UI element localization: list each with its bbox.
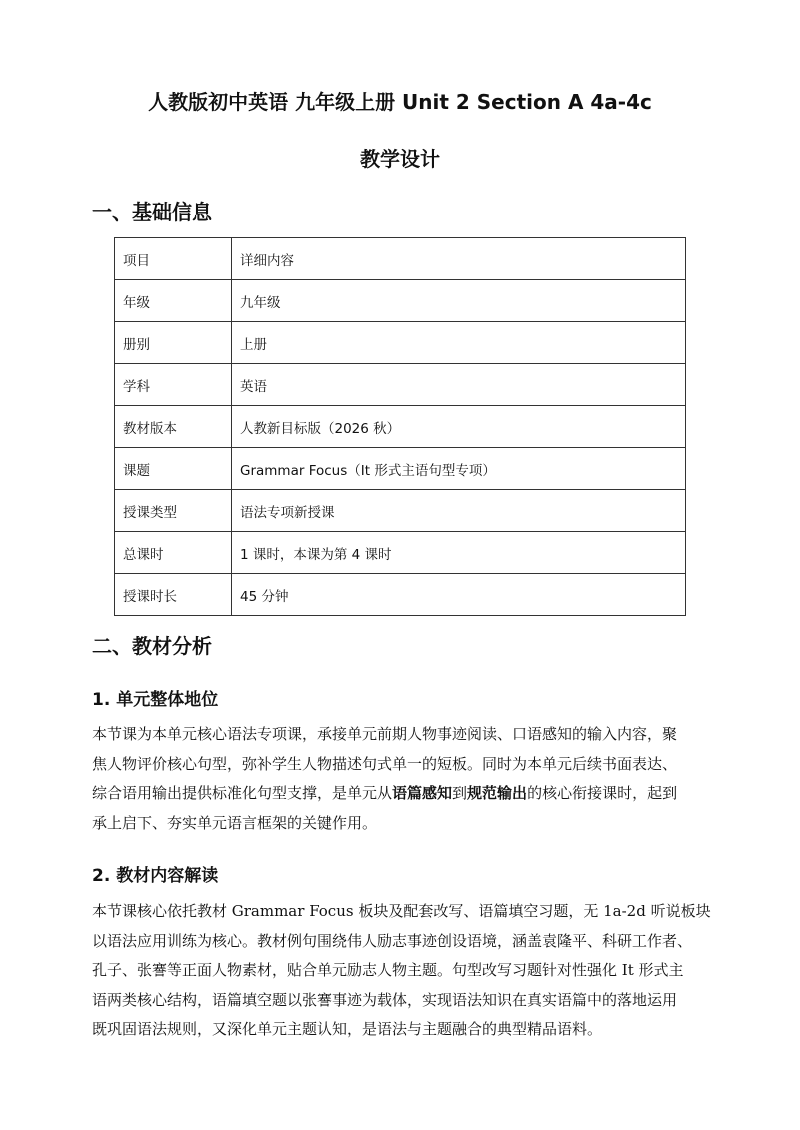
table-row bbox=[115, 406, 686, 448]
paragraph-line bbox=[92, 779, 710, 809]
paragraph-line: 以语法应用训练为核心。教材例句围绕伟人励志事迹创设语境，涵盖袁隆平、科研工作者、 bbox=[92, 931, 693, 950]
table-cell-label: 学科 bbox=[115, 364, 232, 406]
table-cell-label: 教材版本 bbox=[115, 406, 232, 448]
bold-term-discourse-perception: 语篇感知 bbox=[392, 784, 453, 802]
text-run: 到 bbox=[452, 784, 468, 802]
paragraph-unit-position bbox=[92, 720, 710, 838]
table-cell-value: 上册 bbox=[232, 322, 686, 364]
table-cell-value: 45 分钟 bbox=[232, 574, 686, 616]
table-row bbox=[115, 238, 686, 280]
table-cell-value: 人教新目标版（2026 秋） bbox=[232, 406, 686, 448]
basic-info-table bbox=[114, 237, 686, 616]
text-run: 综合语用输出提供标准化句型支撑，是单元从 bbox=[92, 784, 393, 802]
subheading-unit-position: 1. 单元整体地位 bbox=[92, 690, 219, 710]
table-row bbox=[115, 448, 686, 490]
table-row bbox=[115, 280, 686, 322]
table-cell-label: 课题 bbox=[115, 448, 232, 490]
table-cell-value: 1 课时，本课为第 4 课时 bbox=[232, 532, 686, 574]
table-row bbox=[115, 532, 686, 574]
table-cell-value: 详细内容 bbox=[232, 238, 686, 280]
table-row bbox=[115, 364, 686, 406]
table-cell-value: 九年级 bbox=[232, 280, 686, 322]
table-cell-label: 总课时 bbox=[115, 532, 232, 574]
table-row bbox=[115, 490, 686, 532]
paragraph-line: 本节课核心依托教材 Grammar Focus 板块及配套改写、语篇填空习题，无 1a-2d 听说板块 bbox=[92, 902, 711, 920]
table-cell-label: 授课时长 bbox=[115, 574, 232, 616]
table-cell-label: 授课类型 bbox=[115, 490, 232, 532]
table-cell-label: 项目 bbox=[115, 238, 232, 280]
table-cell-value: 语法专项新授课 bbox=[232, 490, 686, 532]
table-cell-value: 英语 bbox=[232, 364, 686, 406]
paragraph-line: 承上启下、夯实单元语言框架的关键作用。 bbox=[92, 813, 378, 832]
document-subtitle: 教学设计 bbox=[360, 147, 440, 171]
paragraph-line: 语两类核心结构，语篇填空题以张謇事迹为载体，实现语法知识在真实语篇中的落地运用 bbox=[92, 990, 678, 1009]
section-heading-basic-info: 一、基础信息 bbox=[92, 200, 212, 224]
table-cell-value: Grammar Focus（It 形式主语句型专项） bbox=[232, 448, 686, 490]
table-row bbox=[115, 322, 686, 364]
table-row bbox=[115, 574, 686, 616]
paragraph-line: 本节课为本单元核心语法专项课，承接单元前期人物事迹阅读、口语感知的输入内容，聚 bbox=[92, 725, 678, 743]
section-heading-textbook-analysis: 二、教材分析 bbox=[92, 634, 212, 658]
text-run: 的核心衔接课时，起到 bbox=[527, 784, 678, 802]
paragraph-line: 焦人物评价核心句型，弥补学生人物描述句式单一的短板。同时为本单元后续书面表达、 bbox=[92, 754, 678, 773]
bold-term-standard-output: 规范输出 bbox=[467, 784, 528, 802]
document-title: 人教版初中英语 九年级上册 Unit 2 Section A 4a-4c bbox=[148, 90, 652, 114]
subheading-content-interpretation: 2. 教材内容解读 bbox=[92, 866, 219, 886]
paragraph-line: 孔子、张謇等正面人物素材，贴合单元励志人物主题。句型改写习题针对性强化 It 形式主 bbox=[92, 961, 684, 979]
paragraph-content-interpretation bbox=[92, 897, 710, 1045]
table-cell-label: 年级 bbox=[115, 280, 232, 322]
paragraph-line: 既巩固语法规则，又深化单元主题认知，是语法与主题融合的典型精品语料。 bbox=[92, 1020, 603, 1038]
table-cell-label: 册别 bbox=[115, 322, 232, 364]
